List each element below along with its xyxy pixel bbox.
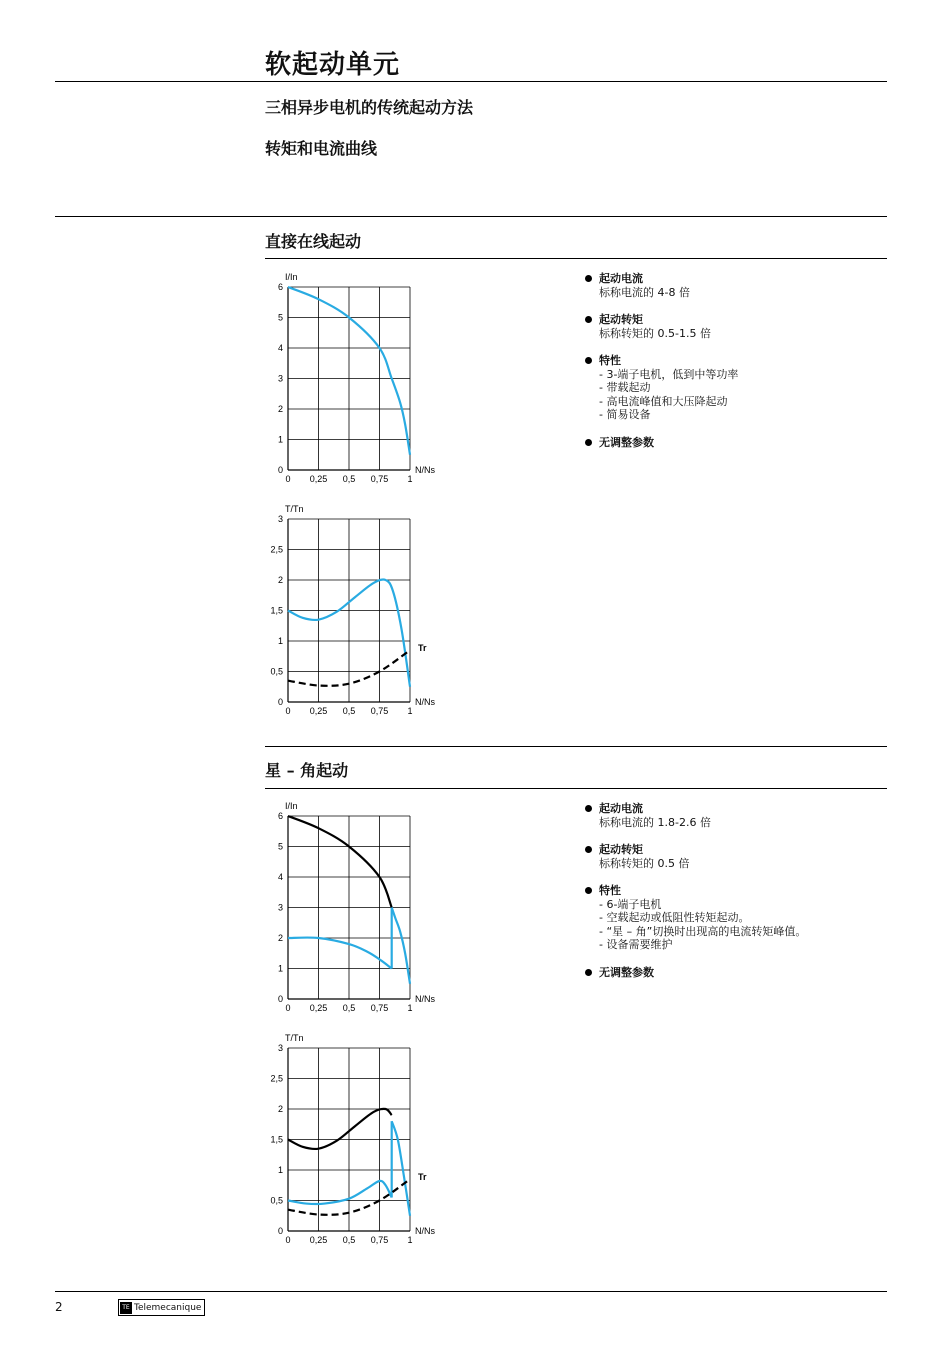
y-tick-label: 5 (277, 841, 283, 852)
y-tick-label: 0 (277, 994, 283, 1004)
x-tick-label: 0,75 (370, 706, 389, 716)
x-axis-label: N/Ns (415, 994, 435, 1004)
y-tick-label: 0,5 (270, 1195, 283, 1206)
y-tick-label: 0 (277, 697, 283, 707)
x-tick-label: 0,75 (370, 474, 389, 484)
x-tick-label: 0,25 (309, 706, 328, 716)
y-tick-label: 1 (277, 963, 283, 974)
y-axis-label: I/In (285, 801, 298, 811)
footer-divider (55, 1291, 887, 1292)
bullet-text: 标称转矩的 0.5-1.5 倍 (599, 326, 711, 340)
y-tick-label: 0 (277, 1226, 283, 1236)
bullet-heading: 特性 (585, 884, 905, 898)
y-tick-label: 2 (277, 1104, 283, 1114)
y-tick-label: 1,5 (270, 1134, 283, 1145)
bullet-item (585, 884, 905, 952)
title-divider (55, 81, 887, 82)
bullet-heading: 无调整参数 (585, 436, 905, 450)
x-tick-label: 0,5 (342, 1235, 356, 1245)
bullet-item (585, 966, 905, 980)
bullet-text: - 空载起动或低阻性转矩起动。 (599, 911, 750, 924)
bullet-list-dol (585, 272, 905, 463)
bullet-heading: 起动转矩 (585, 843, 905, 857)
y-tick-label: 2 (277, 404, 283, 414)
section-heading: 星 – 角起动 (265, 761, 349, 780)
x-tick-label: 0 (285, 706, 291, 716)
y-tick-label: 3 (277, 514, 283, 524)
y-tick-label: 3 (277, 902, 283, 913)
x-tick-label: 1 (407, 706, 413, 716)
bullet-text: - 3-端子电机，低到中等功率 (599, 367, 739, 381)
bullet-item (585, 272, 905, 299)
x-tick-label: 0,25 (309, 474, 328, 484)
x-tick-label: 1 (407, 1003, 413, 1013)
bullet-item (585, 802, 905, 829)
y-tick-label: 2 (277, 933, 283, 943)
x-tick-label: 0,75 (370, 1003, 389, 1013)
series-line (288, 816, 392, 908)
chart-star-delta-torque (255, 1026, 455, 1251)
x-tick-label: 0 (285, 1235, 291, 1245)
series-line (288, 1109, 392, 1149)
bullet-text: 标称电流的 1.8-2.6 倍 (599, 815, 711, 829)
series-line (392, 1121, 410, 1216)
y-tick-label: 4 (277, 872, 283, 882)
page-number: 2 (55, 1300, 63, 1314)
y-tick-label: 0,5 (270, 666, 283, 677)
y-axis-label: T/Tn (285, 1033, 304, 1043)
x-tick-label: 1 (407, 1235, 413, 1245)
bullet-item (585, 843, 905, 870)
x-tick-label: 0,5 (342, 706, 356, 716)
y-tick-label: 6 (277, 282, 283, 292)
curve-annotation: Tr (418, 1172, 427, 1183)
y-tick-label: 0 (277, 465, 283, 475)
y-tick-label: 4 (277, 343, 283, 353)
y-tick-label: 1,5 (270, 605, 283, 616)
bullet-item (585, 313, 905, 340)
bullet-text: - 高电流峰值和大压降起动 (599, 394, 728, 408)
y-tick-label: 3 (277, 1043, 283, 1053)
section-underline (265, 788, 887, 789)
x-tick-label: 0,5 (342, 1003, 356, 1013)
bullet-text: 标称电流的 4-8 倍 (599, 285, 690, 299)
x-axis-label: N/Ns (415, 465, 435, 475)
x-axis-label: N/Ns (415, 1226, 435, 1236)
series-line (392, 908, 410, 984)
x-axis-label: N/Ns (415, 697, 435, 707)
bullet-heading: 特性 (585, 354, 905, 368)
y-tick-label: 6 (277, 811, 283, 821)
section-divider (265, 746, 887, 747)
bullet-item (585, 436, 905, 450)
bullet-text: - 简易设备 (599, 408, 651, 421)
bullet-text: - 带载起动 (599, 381, 651, 394)
page-subtitle: 三相异步电机的传统起动方法 (265, 98, 474, 117)
series-line (288, 938, 392, 969)
bullet-list-star-delta (585, 802, 905, 993)
curve-annotation: Tr (418, 643, 427, 654)
x-tick-label: 1 (407, 474, 413, 484)
y-tick-label: 3 (277, 373, 283, 384)
bullet-text: - “星 – 角”切换时出现高的电流转矩峰值。 (599, 924, 807, 938)
page-title: 软起动单元 (265, 50, 401, 80)
bullet-heading: 起动电流 (585, 802, 905, 816)
chart-star-delta-current (255, 794, 455, 1019)
y-tick-label: 1 (277, 434, 283, 445)
bullet-item (585, 354, 905, 422)
y-axis-label: T/Tn (285, 504, 304, 514)
section-underline (265, 258, 887, 259)
x-tick-label: 0 (285, 1003, 291, 1013)
y-tick-label: 2 (277, 575, 283, 585)
x-tick-label: 0,75 (370, 1235, 389, 1245)
y-tick-label: 2,5 (270, 544, 283, 555)
page-subtitle-2: 转矩和电流曲线 (265, 139, 378, 158)
x-tick-label: 0,25 (309, 1003, 328, 1013)
x-tick-label: 0,5 (342, 474, 356, 484)
y-axis-label: I/In (285, 272, 298, 282)
x-tick-label: 0,25 (309, 1235, 328, 1245)
brand-name: Telemecanique (134, 1302, 202, 1313)
chart-dol-current (255, 265, 455, 490)
section-heading: 直接在线起动 (265, 232, 362, 251)
y-tick-label: 1 (277, 636, 283, 646)
bullet-heading: 起动电流 (585, 272, 905, 286)
bullet-text: 标称转矩的 0.5 倍 (599, 856, 690, 870)
chart-dol-torque (255, 497, 455, 722)
x-tick-label: 0 (285, 474, 291, 484)
telemecanique-logo-icon: TE (120, 1302, 132, 1314)
bullet-heading: 起动转矩 (585, 313, 905, 327)
bullet-heading: 无调整参数 (585, 966, 905, 980)
y-tick-label: 5 (277, 312, 283, 323)
y-tick-label: 2,5 (270, 1073, 283, 1084)
bullet-text: - 6-端子电机 (599, 897, 662, 911)
y-tick-label: 1 (277, 1165, 283, 1175)
section-divider (55, 216, 887, 217)
brand-logo (118, 1299, 205, 1316)
bullet-text: - 设备需要维护 (599, 938, 673, 951)
